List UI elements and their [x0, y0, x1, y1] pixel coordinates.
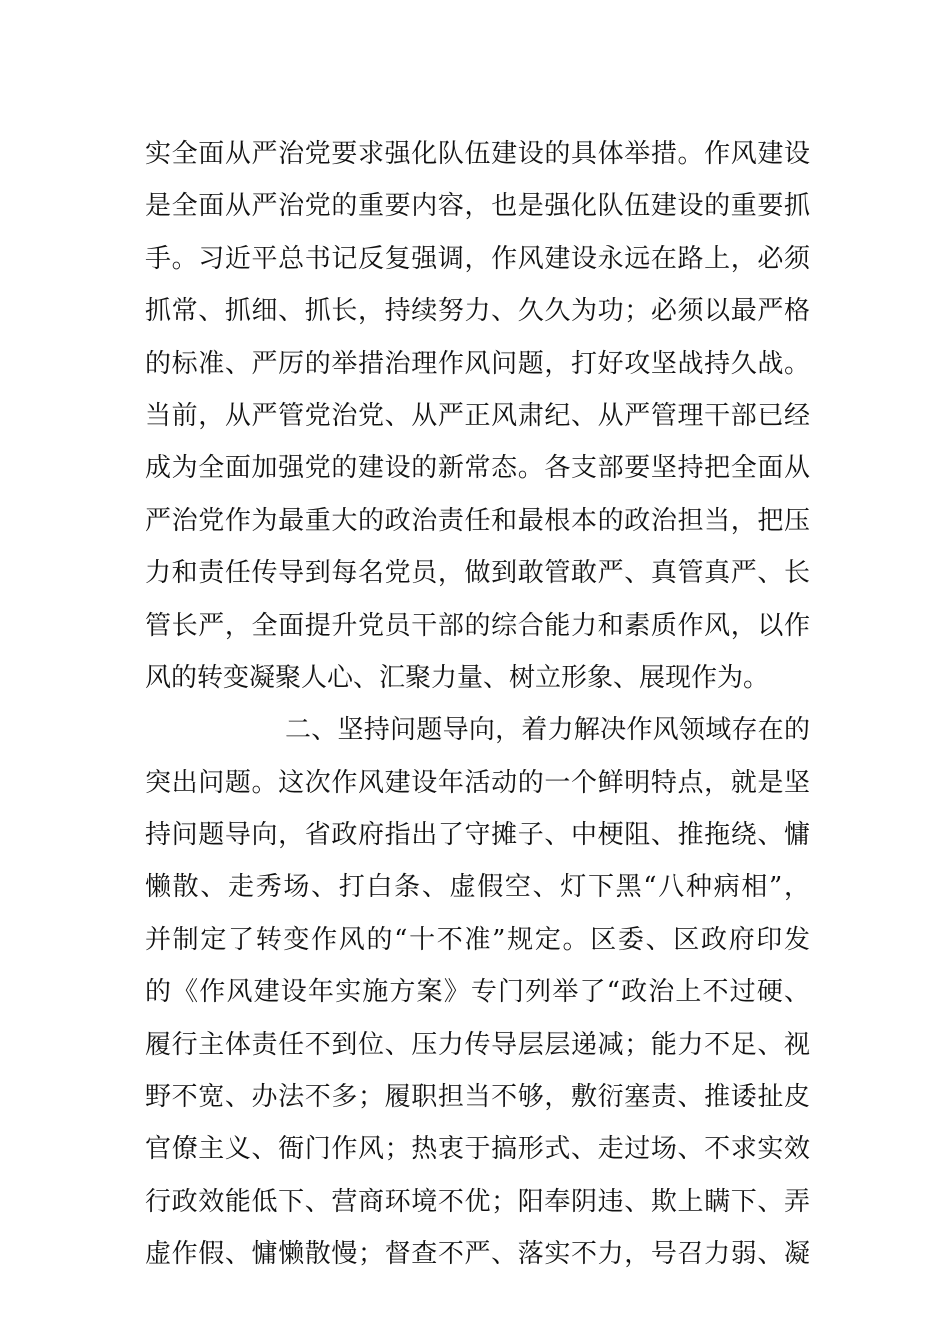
- text-line: 懒散、走秀场、打白条、虚假空、灯下黑“八种病相”，: [145, 872, 810, 903]
- text-line: 是全面从严治党的重要内容，也是强化队伍建设的重要抓: [145, 191, 810, 222]
- paragraph-end-line: 风的转变凝聚人心、汇聚力量、树立形象、展现作为。: [145, 662, 770, 693]
- body-text: [145, 128, 810, 1281]
- text-line: 成为全面加强党的建设的新常态。各支部要坚持把全面从: [145, 453, 810, 484]
- text-line: 行政效能低下、营商环境不优；阳奉阴违、欺上瞒下、弄: [145, 1186, 810, 1217]
- text-line: 的标准、严厉的举措治理作风问题，打好攻坚战持久战。: [145, 348, 810, 379]
- text-line: 力和责任传导到每名党员，做到敢管敢严、真管真严、长: [145, 558, 810, 589]
- text-line: 突出问题。这次作风建设年活动的一个鲜明特点，就是坚: [145, 767, 810, 798]
- text-line: 并制定了转变作风的“十不准”规定。区委、区政府印发: [145, 924, 810, 955]
- text-line: 野不宽、办法不多；履职担当不够，敷衍塞责、推诿扯皮: [145, 1082, 810, 1113]
- text-line: 当前，从严管党治党、从严正风肃纪、从严管理干部已经: [145, 400, 810, 431]
- text-line: 官僚主义、衙门作风；热衷于搞形式、走过场、不求实效: [145, 1134, 810, 1165]
- text-line: 管长严，全面提升党员干部的综合能力和素质作风，以作: [145, 610, 810, 641]
- text-line: 抓常、抓细、抓长，持续努力、久久为功；必须以最严格: [145, 296, 810, 327]
- text-line: 手。习近平总书记反复强调，作风建设永远在路上，必须: [145, 243, 810, 274]
- text-line: 履行主体责任不到位、压力传导层层递减；能力不足、视: [145, 1029, 810, 1060]
- text-line: 的《作风建设年实施方案》专门列举了“政治上不过硬、: [145, 977, 810, 1008]
- text-line: 持问题导向，省政府指出了守摊子、中梗阻、推拖绕、慵: [145, 820, 810, 851]
- text-line: 虚作假、慵懒散慢；督查不严、落实不力，号召力弱、凝: [145, 1239, 810, 1270]
- text-line: 实全面从严治党要求强化队伍建设的具体举措。作风建设: [145, 139, 810, 169]
- text-line: 严治党作为最重大的政治责任和最根本的政治担当，把压: [145, 505, 810, 536]
- section-heading-line: 二、坚持问题导向，着力解决作风领域存在的: [285, 715, 810, 746]
